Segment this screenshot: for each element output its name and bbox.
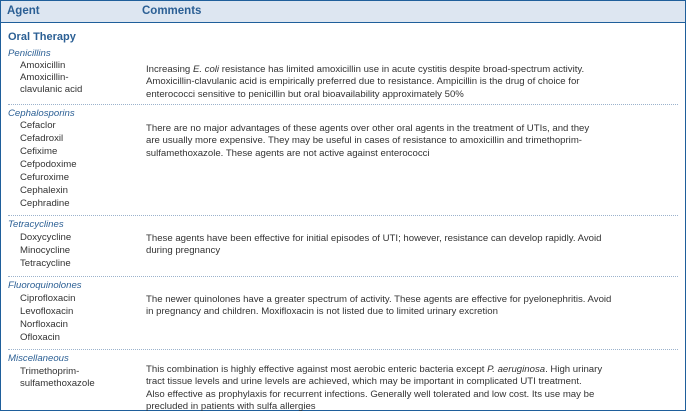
agent-item: Levofloxacin <box>20 306 74 317</box>
comment-line: in pregnancy and children. Moxifloxacin is not listed due to limited urinary excretion <box>146 306 498 318</box>
comment-line: are usually more expensive. They may be useful in cases of resistance to amoxicillin and trimethoprim- <box>146 135 583 147</box>
agent-item: Ciprofloxacin <box>20 293 76 304</box>
comment-line: enterococci sensitive to penicillin but oral bioavailability approximately 50% <box>146 88 464 100</box>
agent-item: Norfloxacin <box>20 319 68 330</box>
agent-item: clavulanic acid <box>20 84 83 95</box>
agent-item: Cefaclor <box>20 120 56 131</box>
agent-item: Tetracycline <box>20 258 71 269</box>
comment-line: There are no major advantages of these agents over other oral agents in the treatment of UTIs, and they <box>146 123 590 134</box>
row-divider <box>8 104 678 105</box>
group-name-tetracyclines: Tetracyclines <box>8 219 64 230</box>
group-name-miscellaneous: Miscellaneous <box>8 353 69 364</box>
agent-item: Amoxicillin- <box>20 72 69 83</box>
row-divider <box>8 215 678 216</box>
comment-line: during pregnancy <box>146 245 221 257</box>
agent-item: Cephradine <box>20 198 70 209</box>
agent-item: sulfamethoxazole <box>20 378 95 389</box>
comment-cephalosporins <box>146 123 678 160</box>
comment-line: These agents have been effective for initial episodes of UTI; however, resistance can develop rapidly. Avoid <box>146 233 602 244</box>
agent-item: Trimethoprim- <box>20 366 80 377</box>
row-divider <box>8 349 678 350</box>
row-divider <box>8 276 678 277</box>
agent-item: Cefadroxil <box>20 133 64 144</box>
table-header <box>1 1 685 23</box>
comment-line: Amoxicillin-clavulanic acid is empirically preferred due to resistance. Ampicillin is the drug of choice for <box>146 76 580 88</box>
agent-item: Cephalexin <box>20 185 69 196</box>
comment-line: sulfamethoxazole. These agents are not active against enterococci <box>146 147 430 159</box>
section-title: Oral Therapy <box>8 31 76 43</box>
group-name-fluoroquinolones: Fluoroquinolones <box>8 280 82 291</box>
comment-line: The newer quinolones have a greater spectrum of activity. These agents are effective for pyelonephritis. Avoid <box>146 294 612 305</box>
agent-item: Cefixime <box>20 146 58 157</box>
group-name-penicillins: Penicillins <box>8 48 51 59</box>
agent-item: Doxycycline <box>20 232 72 243</box>
agent-column-header: Agent <box>7 5 40 17</box>
agent-item: Cefuroxime <box>20 172 70 183</box>
comments-column-header: Comments <box>142 5 202 17</box>
comment-line: tract tissue levels and urine levels are achieved, which may be important in complicated UTI treatment. <box>146 376 582 388</box>
comment-line: Increasing E. coli resistance has limited amoxicillin use in acute cystitis despite broad-spectrum activity. <box>146 64 585 75</box>
comment-line: Also effective as prophylaxis for recurrent infections. Generally well tolerated and low cost. Its use may be <box>146 388 595 400</box>
agent-item: Cefpodoxime <box>20 159 77 170</box>
comment-fluoroquinolones <box>146 294 678 319</box>
comment-line: precluded in patients with sulfa allergies <box>146 401 316 413</box>
agent-item: Minocycline <box>20 245 71 256</box>
agent-item: Ofloxacin <box>20 332 60 343</box>
comment-tetracyclines <box>146 233 678 258</box>
comment-miscellaneous <box>146 364 678 414</box>
comment-penicillins <box>146 64 678 101</box>
comment-line: This combination is highly effective against most aerobic enteric bacteria except P. aeruginosa. High urinary <box>146 364 603 375</box>
agent-item: Amoxicillin <box>20 60 66 71</box>
group-name-cephalosporins: Cephalosporins <box>8 108 75 119</box>
